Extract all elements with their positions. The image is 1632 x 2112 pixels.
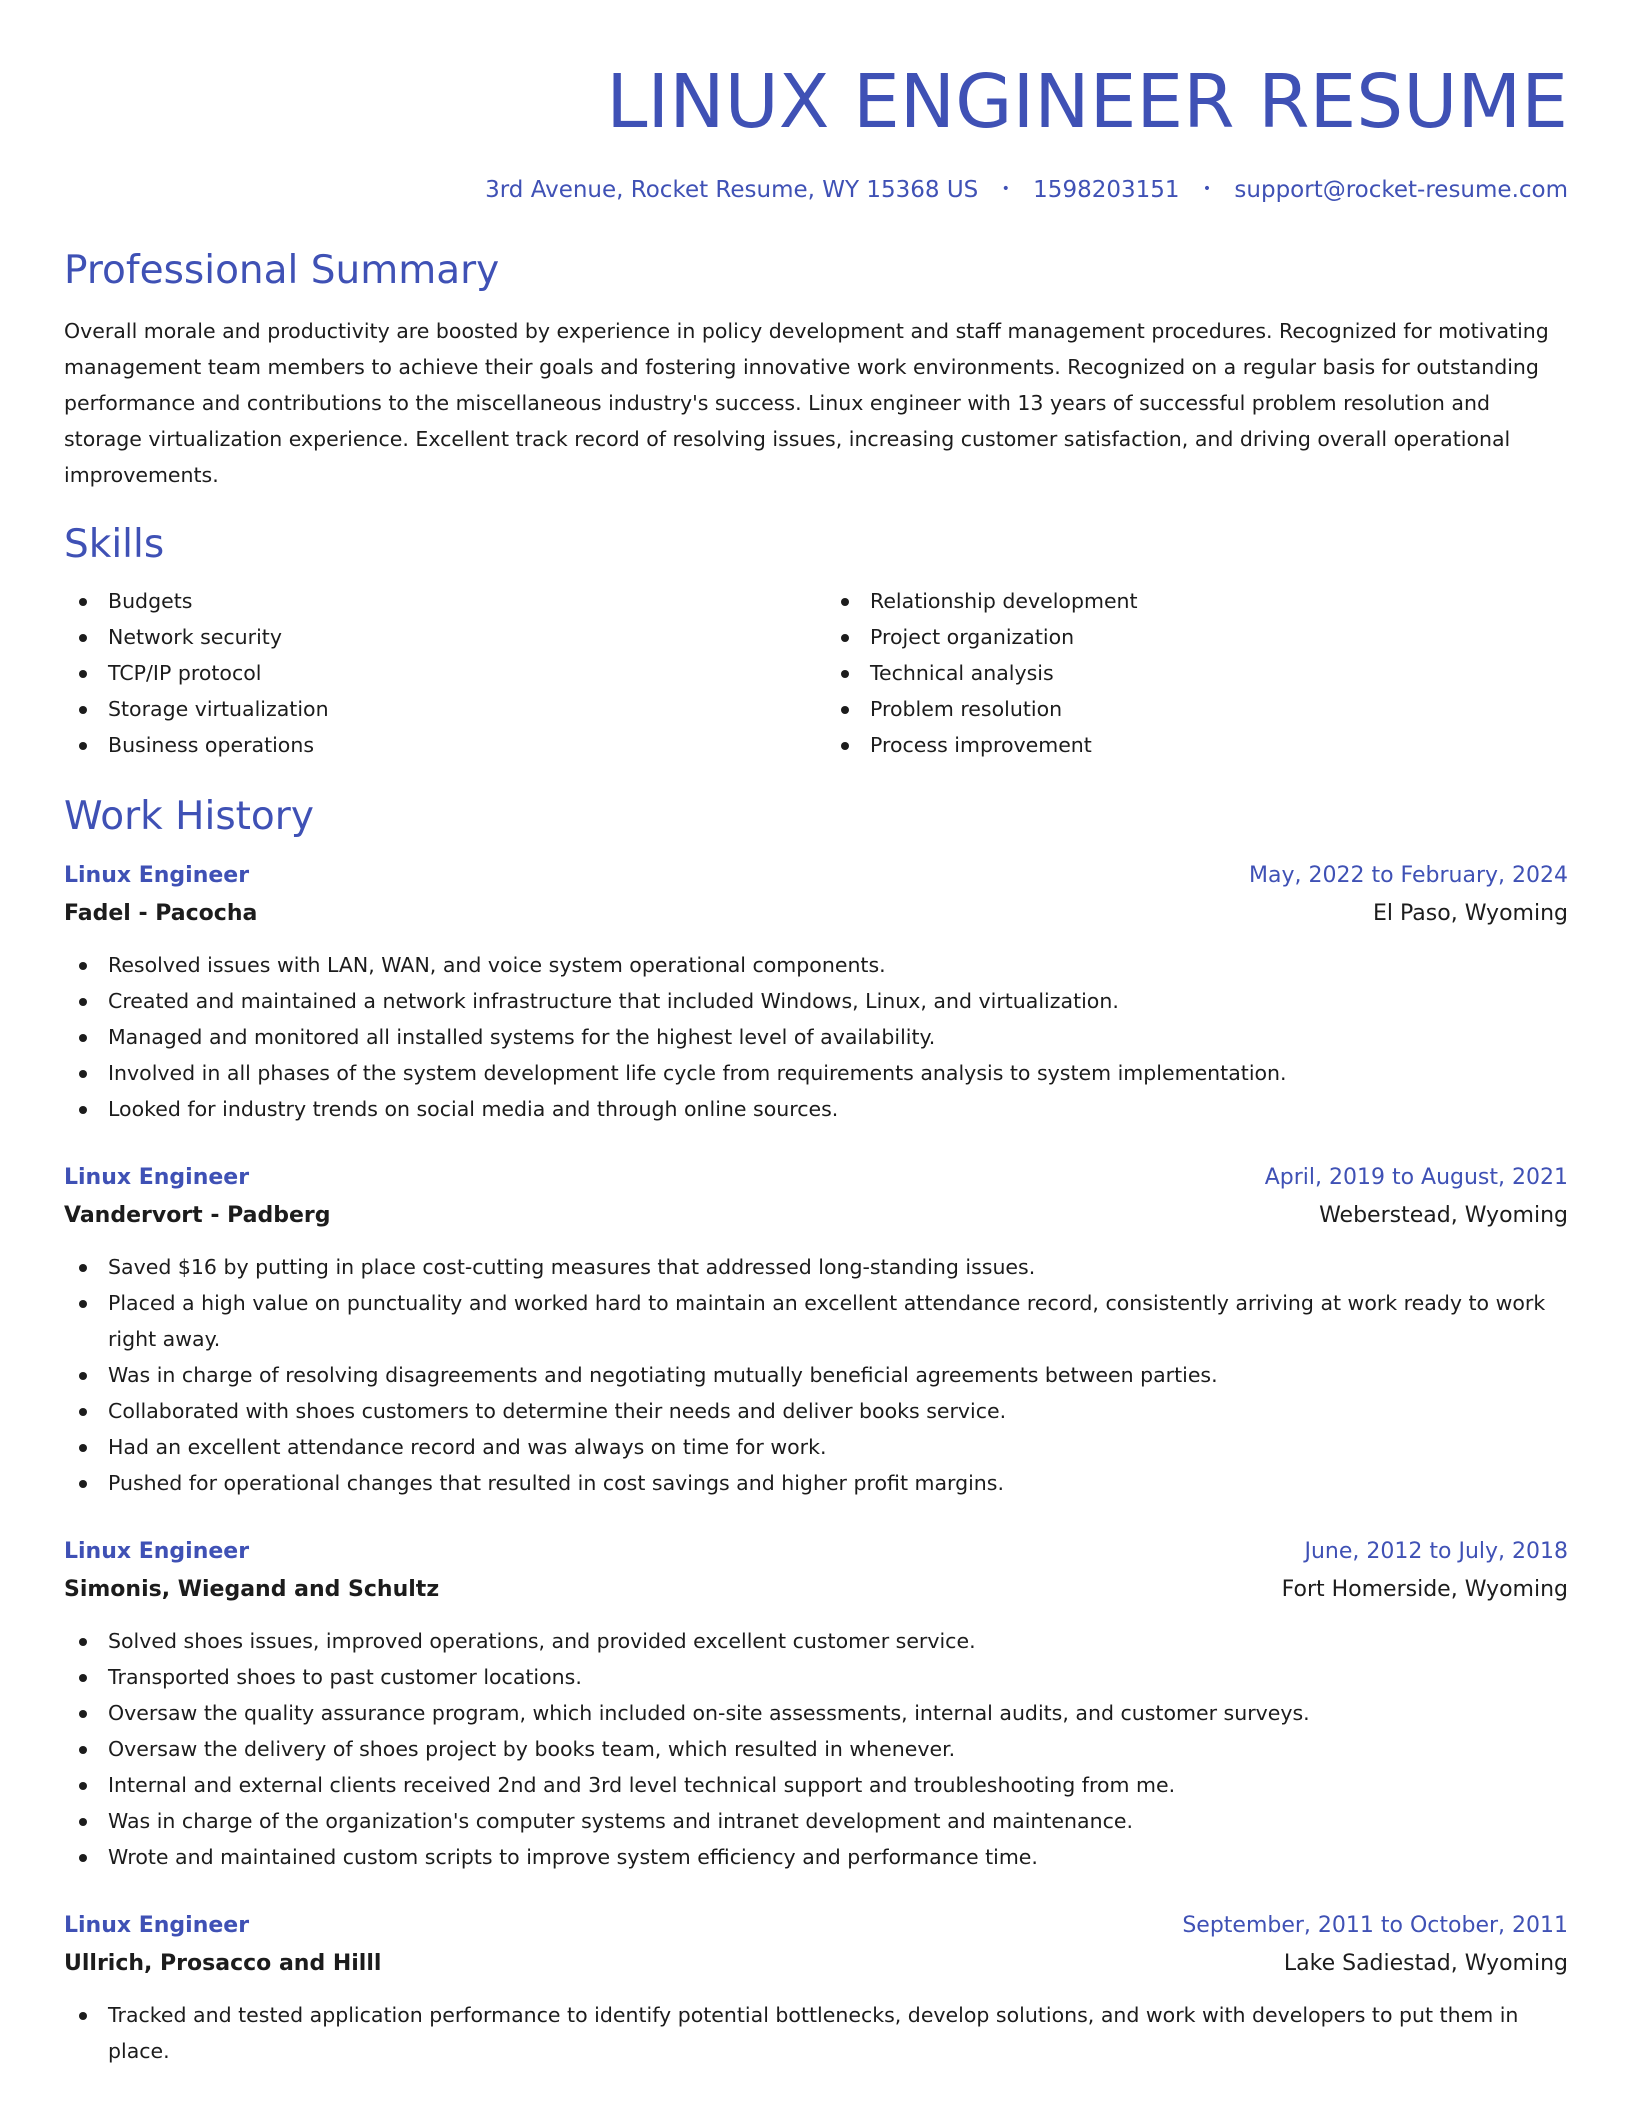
summary-heading: Professional Summary xyxy=(64,247,500,293)
job-header-row xyxy=(64,1533,1568,1571)
job-entry xyxy=(64,1907,1568,2069)
job-location: El Paso, Wyoming xyxy=(1373,900,1568,926)
skill-item: Budgets xyxy=(64,583,806,619)
job-company-row xyxy=(64,1945,1568,1983)
job-bullet: Pushed for operational changes that resulted in cost savings and higher profit margins. xyxy=(64,1465,1568,1501)
skill-item: Technical analysis xyxy=(826,655,1568,691)
job-bullet: Was in charge of the organization's computer systems and intranet development and maintenance. xyxy=(64,1803,1568,1839)
job-bullet: Internal and external clients received 2nd and 3rd level technical support and troubleshooting from me. xyxy=(64,1767,1568,1803)
job-bullet: Placed a high value on punctuality and worked hard to maintain an excellent attendance record, consistently arriving at work ready to work right away. xyxy=(64,1285,1568,1357)
resume-title: LINUX ENGINEER RESUME xyxy=(606,59,1568,145)
job-company: Vandervort - Padberg xyxy=(64,1202,331,1228)
job-company-row xyxy=(64,1571,1568,1609)
job-bullet: Wrote and maintained custom scripts to improve system efficiency and performance time. xyxy=(64,1839,1568,1875)
job-location: Lake Sadiestad, Wyoming xyxy=(1283,1950,1568,1976)
job-entry xyxy=(64,1533,1568,1875)
job-bullet: Collaborated with shoes customers to determine their needs and deliver books service. xyxy=(64,1393,1568,1429)
job-location: Weberstead, Wyoming xyxy=(1319,1202,1568,1228)
resume-page xyxy=(64,0,1568,2069)
contact-address: 3rd Avenue, Rocket Resume, WY 15368 US xyxy=(485,177,979,203)
job-company-row xyxy=(64,895,1568,933)
skills-list-right xyxy=(826,583,1568,763)
contact-line xyxy=(64,174,1568,207)
skill-item: Process improvement xyxy=(826,727,1568,763)
job-dates: June, 2012 to July, 2018 xyxy=(1304,1538,1568,1564)
summary-text: Overall morale and productivity are boosted by experience in policy development and staff management procedures. Recognized for motivating management team members to achieve their goals and fostering innovative work environments. Recognized on a regular basis for outstanding performance and contributions to the miscellaneous industry's success. Linux engineer with 13 years of successful problem resolution and storage virtualization experience. Excellent track record of resolving issues, increasing customer satisfaction, and driving overall operational improvements. xyxy=(64,318,1549,487)
job-bullet: Oversaw the quality assurance program, which included on-site assessments, internal audits, and customer surveys. xyxy=(64,1695,1568,1731)
job-company: Fadel - Pacocha xyxy=(64,900,258,926)
job-bullet: Resolved issues with LAN, WAN, and voice system operational components. xyxy=(64,947,1568,983)
skill-item: Business operations xyxy=(64,727,806,763)
job-bullets xyxy=(64,1249,1568,1501)
job-location: Fort Homerside, Wyoming xyxy=(1281,1576,1568,1602)
job-bullets xyxy=(64,947,1568,1127)
job-bullets xyxy=(64,1997,1568,2069)
skill-item: Network security xyxy=(64,619,806,655)
job-title: Linux Engineer xyxy=(64,1538,250,1564)
skills-grid xyxy=(64,583,1568,763)
job-bullet: Transported shoes to past customer locations. xyxy=(64,1659,1568,1695)
job-bullet: Was in charge of resolving disagreements and negotiating mutually beneficial agreements between parties. xyxy=(64,1357,1568,1393)
work-history-heading: Work History xyxy=(64,793,314,839)
bullet-separator-icon: • xyxy=(1001,180,1010,197)
job-company: Ullrich, Prosacco and Hilll xyxy=(64,1950,382,1976)
job-entry xyxy=(64,1159,1568,1501)
job-entry xyxy=(64,857,1568,1127)
contact-phone: 1598203151 xyxy=(1033,177,1180,203)
job-bullet: Looked for industry trends on social media and through online sources. xyxy=(64,1091,1568,1127)
job-title: Linux Engineer xyxy=(64,862,250,888)
skill-item: TCP/IP protocol xyxy=(64,655,806,691)
job-dates: April, 2019 to August, 2021 xyxy=(1264,1164,1568,1190)
job-bullet: Tracked and tested application performance to identify potential bottlenecks, develop solutions, and work with developers to put them in place. xyxy=(64,1997,1568,2069)
job-header-row xyxy=(64,857,1568,895)
job-dates: September, 2011 to October, 2011 xyxy=(1182,1912,1568,1938)
job-bullet: Created and maintained a network infrastructure that included Windows, Linux, and virtualization. xyxy=(64,983,1568,1019)
skill-item: Problem resolution xyxy=(826,691,1568,727)
skill-item: Relationship development xyxy=(826,583,1568,619)
job-bullet: Oversaw the delivery of shoes project by books team, which resulted in whenever. xyxy=(64,1731,1568,1767)
contact-email[interactable]: support@rocket-resume.com xyxy=(1234,177,1568,203)
job-bullet: Managed and monitored all installed systems for the highest level of availability. xyxy=(64,1019,1568,1055)
job-header-row xyxy=(64,1159,1568,1197)
bullet-separator-icon: • xyxy=(1202,180,1212,197)
job-header-row xyxy=(64,1907,1568,1945)
job-bullet: Solved shoes issues, improved operations, and provided excellent customer service. xyxy=(64,1623,1568,1659)
job-title: Linux Engineer xyxy=(64,1164,250,1190)
job-company: Simonis, Wiegand and Schultz xyxy=(64,1576,440,1602)
job-bullet: Had an excellent attendance record and was always on time for work. xyxy=(64,1429,1568,1465)
job-bullet: Involved in all phases of the system development life cycle from requirements analysis to system implementation. xyxy=(64,1055,1568,1091)
job-dates: May, 2022 to February, 2024 xyxy=(1249,862,1568,888)
job-title: Linux Engineer xyxy=(64,1912,250,1938)
job-bullet: Saved $16 by putting in place cost-cutting measures that addressed long-standing issues. xyxy=(64,1249,1568,1285)
job-bullets xyxy=(64,1623,1568,1875)
skill-item: Storage virtualization xyxy=(64,691,806,727)
skills-heading: Skills xyxy=(64,521,165,567)
skills-list-left xyxy=(64,583,806,763)
job-company-row xyxy=(64,1197,1568,1235)
skill-item: Project organization xyxy=(826,619,1568,655)
